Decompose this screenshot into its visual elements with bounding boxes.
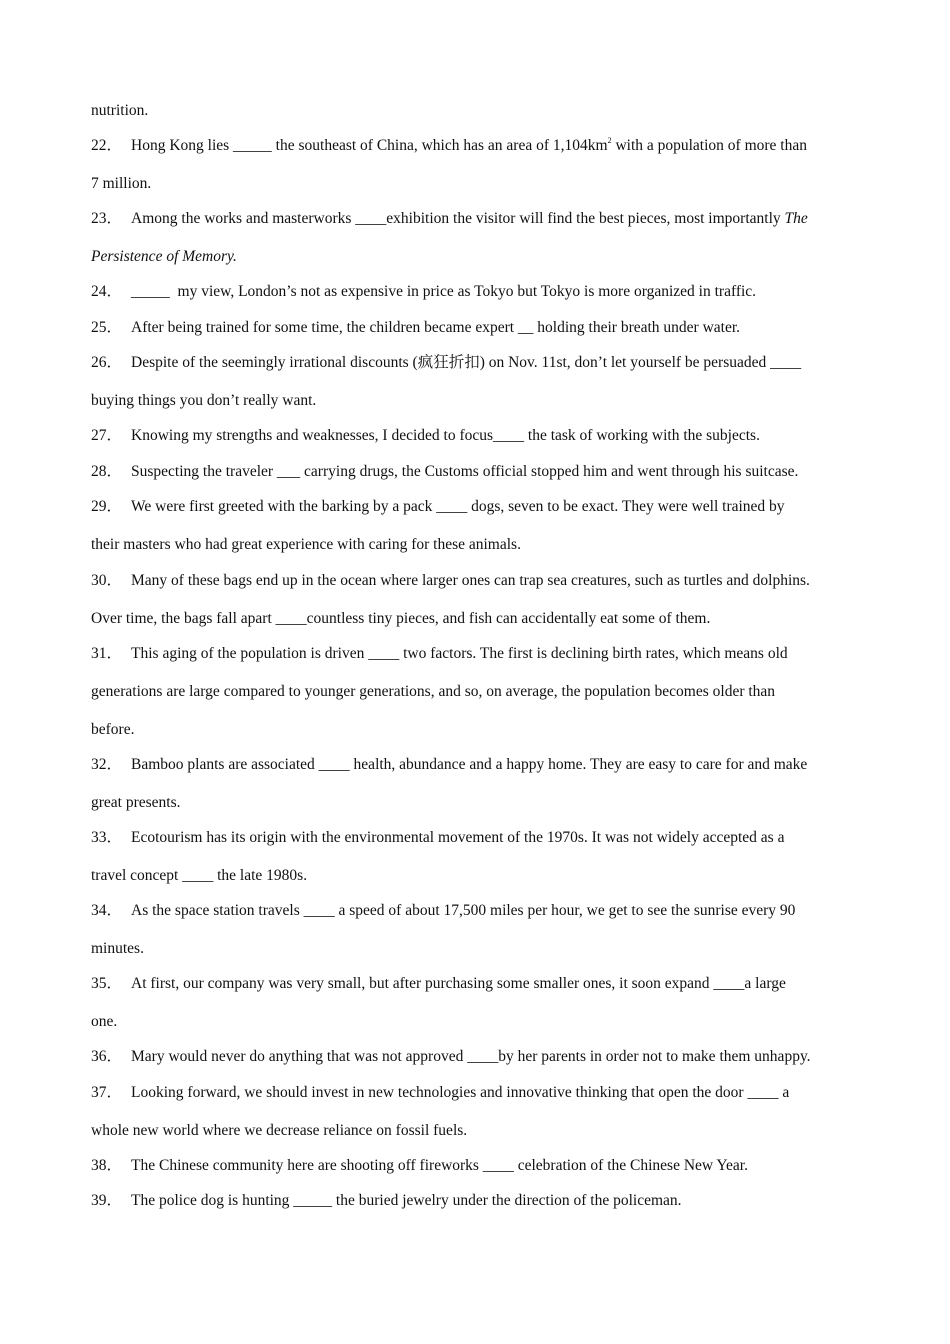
question-36 bbox=[91, 1047, 811, 1067]
text-line: 7 million. bbox=[91, 175, 152, 192]
question-25 bbox=[91, 318, 740, 338]
question-text: The police dog is hunting _____ the buried jewelry under the direction of the policeman. bbox=[131, 1192, 682, 1209]
question-text: Hong Kong lies _____ the southeast of China, which has an area of 1,104km bbox=[131, 137, 608, 154]
text-line: minutes. bbox=[91, 940, 144, 957]
question-33 bbox=[91, 828, 784, 848]
question-number: 23． bbox=[91, 210, 123, 227]
question-number: 34． bbox=[91, 902, 123, 919]
italic-title: Persistence of Memory. bbox=[91, 248, 237, 265]
question-text: At first, our company was very small, but after purchasing some smaller ones, it soon expand ____a large bbox=[131, 975, 786, 992]
question-number: 31． bbox=[91, 645, 123, 662]
question-number: 32． bbox=[91, 756, 123, 773]
question-38 bbox=[91, 1156, 748, 1176]
question-28 bbox=[91, 462, 798, 482]
question-text: _____ my view, London’s not as expensive in price as Tokyo but Tokyo is more organized in traffic. bbox=[131, 283, 757, 300]
question-number: 28． bbox=[91, 463, 123, 480]
question-35 bbox=[91, 974, 786, 994]
question-text: Looking forward, we should invest in new technologies and innovative thinking that open the door ____ a bbox=[131, 1084, 790, 1101]
question-text: with a population of more than bbox=[611, 137, 807, 154]
text-line: Over time, the bags fall apart ____countless tiny pieces, and fish can accidentally eat some of them. bbox=[91, 610, 711, 627]
question-text: Knowing my strengths and weaknesses, I decided to focus____ the task of working with the subjects. bbox=[131, 427, 760, 444]
question-number: 35． bbox=[91, 975, 123, 992]
question-number: 27． bbox=[91, 427, 123, 444]
question-text: This aging of the population is driven ____ two factors. The first is declining birth rates, which means old bbox=[131, 645, 788, 662]
question-number: 22． bbox=[91, 137, 123, 154]
question-text: Bamboo plants are associated ____ health, abundance and a happy home. They are easy to care for and make bbox=[131, 756, 808, 773]
question-number: 36． bbox=[91, 1048, 123, 1065]
question-39 bbox=[91, 1191, 682, 1211]
text-line: their masters who had great experience with caring for these animals. bbox=[91, 536, 521, 553]
question-text: Among the works and masterworks ____exhibition the visitor will find the best pieces, most importantly bbox=[131, 210, 785, 227]
question-27 bbox=[91, 426, 760, 446]
question-26 bbox=[91, 353, 801, 373]
question-number: 37． bbox=[91, 1084, 123, 1101]
question-text: After being trained for some time, the children became expert __ holding their breath under water. bbox=[131, 319, 741, 336]
question-number: 25． bbox=[91, 319, 123, 336]
question-37 bbox=[91, 1083, 789, 1103]
text-line: whole new world where we decrease reliance on fossil fuels. bbox=[91, 1122, 468, 1139]
superscript: 2 bbox=[607, 136, 612, 145]
text-line: nutrition. bbox=[91, 102, 149, 119]
question-text: The Chinese community here are shooting off fireworks ____ celebration of the Chinese New Year. bbox=[131, 1157, 748, 1174]
text-line: travel concept ____ the late 1980s. bbox=[91, 867, 308, 884]
italic-title: The bbox=[784, 210, 808, 227]
question-text: Mary would never do anything that was not approved ____by her parents in order not to make them unhappy. bbox=[131, 1048, 811, 1065]
question-30 bbox=[91, 571, 810, 591]
text-line: one. bbox=[91, 1013, 118, 1030]
question-number: 26． bbox=[91, 354, 123, 371]
question-31 bbox=[91, 644, 788, 664]
question-text: Despite of the seemingly irrational discounts (疯狂折扣) on Nov. 11st, don’t let yourself be persuaded ____ bbox=[131, 354, 802, 371]
question-22 bbox=[91, 136, 807, 156]
question-text: Ecotourism has its origin with the environmental movement of the 1970s. It was not widely accepted as a bbox=[131, 829, 785, 846]
text-line: great presents. bbox=[91, 794, 181, 811]
question-24 bbox=[91, 282, 756, 302]
question-number: 39． bbox=[91, 1192, 123, 1209]
question-23 bbox=[91, 209, 808, 229]
question-number: 24． bbox=[91, 283, 123, 300]
question-32 bbox=[91, 755, 807, 775]
question-text: As the space station travels ____ a speed of about 17,500 miles per hour, we get to see the sunrise every 90 bbox=[131, 902, 796, 919]
text-line: generations are large compared to younger generations, and so, on average, the population becomes older than bbox=[91, 683, 776, 700]
question-number: 29． bbox=[91, 498, 123, 515]
question-text: Many of these bags end up in the ocean where larger ones can trap sea creatures, such as turtles and dolphins. bbox=[131, 572, 810, 589]
question-number: 33． bbox=[91, 829, 123, 846]
question-29 bbox=[91, 497, 785, 517]
question-number: 38． bbox=[91, 1157, 123, 1174]
text-line: before. bbox=[91, 721, 135, 738]
text-line: buying things you don’t really want. bbox=[91, 392, 317, 409]
question-number: 30． bbox=[91, 572, 123, 589]
question-34 bbox=[91, 901, 795, 921]
question-text: Suspecting the traveler ___ carrying drugs, the Customs official stopped him and went through his suitcase. bbox=[131, 463, 799, 480]
question-text: We were first greeted with the barking by a pack ____ dogs, seven to be exact. They were well trained by bbox=[131, 498, 785, 515]
